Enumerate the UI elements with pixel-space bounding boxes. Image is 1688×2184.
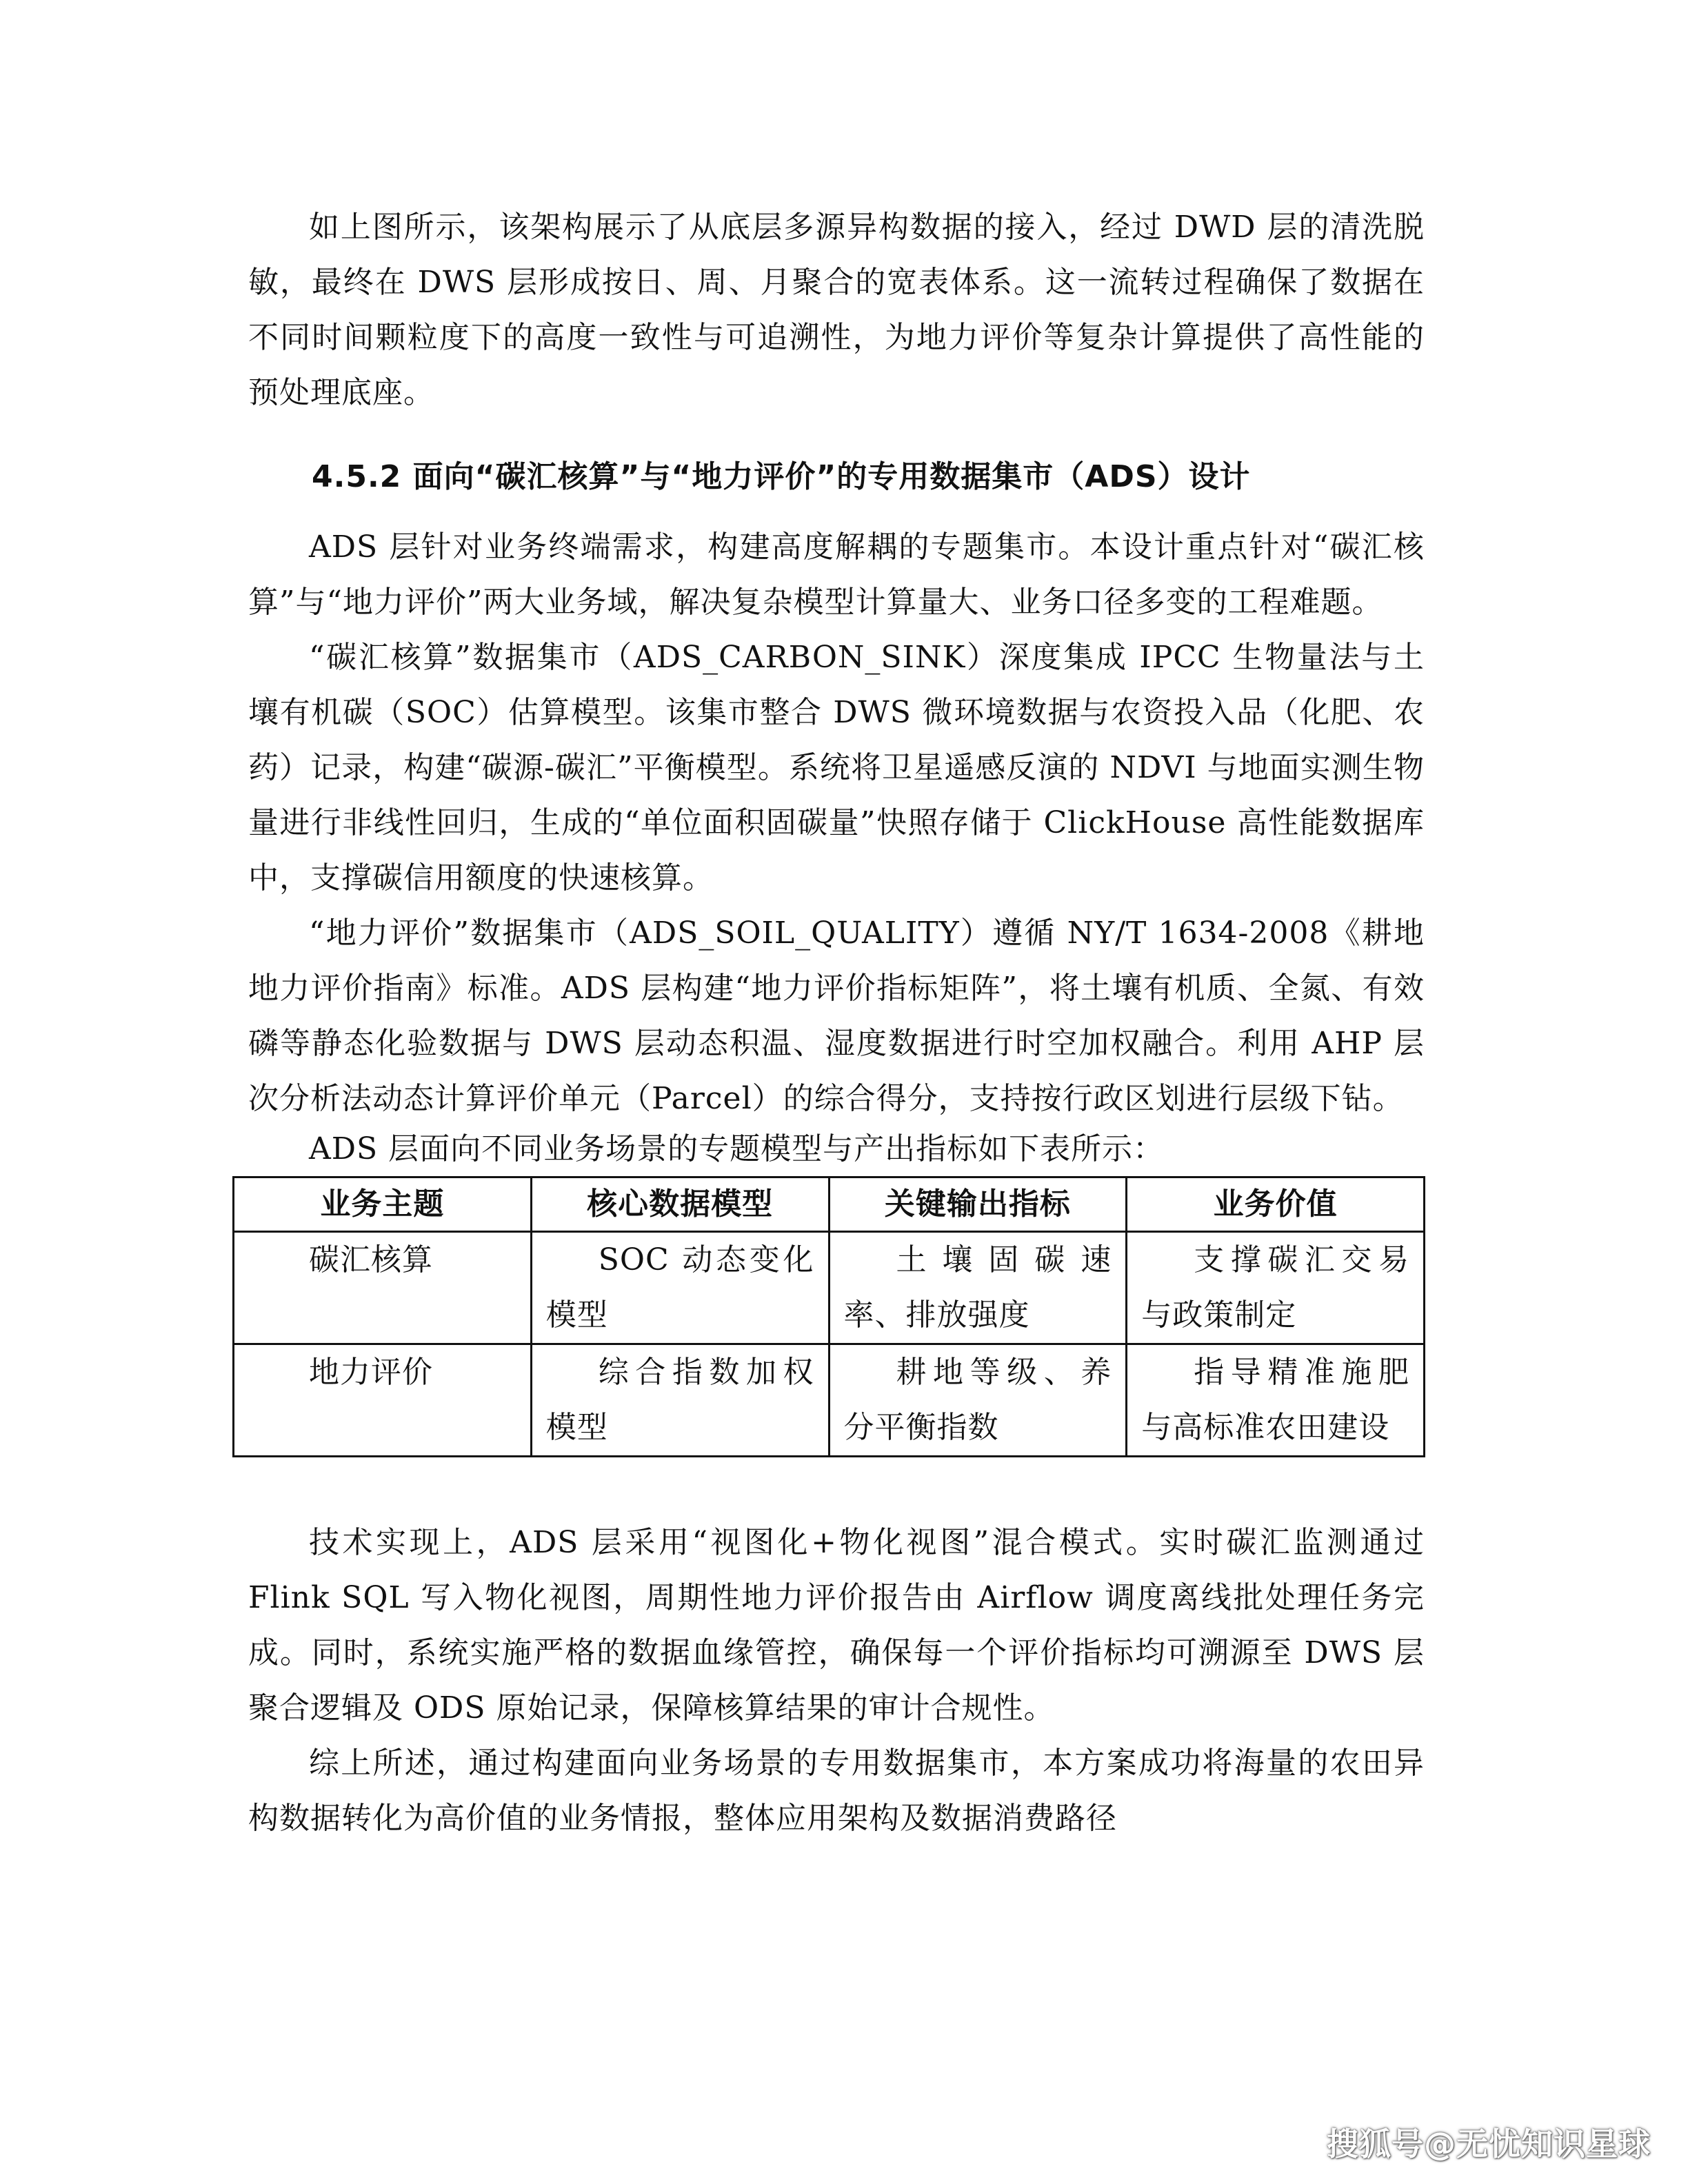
table-header-row	[234, 1177, 1425, 1232]
paragraph-architecture-summary: 如上图所示，该架构展示了从底层多源异构数据的接入，经过 DWD 层的清洗脱敏，最终在 DWS 层形成按日、周、月聚合的宽表体系。这一流转过程确保了数据在不同时间颗粒度下的高度一致性与可追溯性，为地力评价等复杂计算提供了高性能的预处理底座。	[248, 210, 1425, 410]
table-cell: 地力评价	[234, 1344, 532, 1457]
table-row	[234, 1344, 1425, 1457]
table-cell: SOC 动态变化模型	[531, 1232, 829, 1344]
table-cell: 综合指数加权模型	[531, 1344, 829, 1457]
paragraph-ads-intro: ADS 层针对业务终端需求，构建高度解耦的专题集市。本设计重点针对“碳汇核算”与“地力评价”两大业务域，解决复杂模型计算量大、业务口径多变的工程难题。	[248, 529, 1425, 620]
section-heading: 4.5.2 面向“碳汇核算”与“地力评价”的专用数据集市（ADS）设计	[312, 459, 1251, 494]
table-row	[234, 1232, 1425, 1344]
table-cell: 指导精准施肥与高标准农田建设	[1127, 1344, 1425, 1457]
table-cell: 耕地等级、养分平衡指数	[829, 1344, 1127, 1457]
paragraph-carbon-sink: “碳汇核算”数据集市（ADS_CARBON_SINK）深度集成 IPCC 生物量法与土壤有机碳（SOC）估算模型。该集市整合 DWS 微环境数据与农资投入品（化肥、农药）记录，构建“碳源-碳汇”平衡模型。系统将卫星遥感反演的 NDVI 与地面实测生物量进行非线性回归，生成的“单位面积固碳量”快照存储于 ClickHouse 高性能数据库中，支撑碳信用额度的快速核算。	[248, 640, 1425, 896]
table-cell: 支撑碳汇交易与政策制定	[1127, 1232, 1425, 1344]
table-header-cell: 核心数据模型	[531, 1177, 829, 1232]
table-header-cell: 业务价值	[1127, 1177, 1425, 1232]
table-cell: 土壤固碳速率、排放强度	[829, 1232, 1127, 1344]
table-header-cell: 业务主题	[234, 1177, 532, 1232]
table-cell: 碳汇核算	[234, 1232, 532, 1344]
paragraph-soil-quality: “地力评价”数据集市（ADS_SOIL_QUALITY）遵循 NY/T 1634-2008《耕地地力评价指南》标准。ADS 层构建“地力评价指标矩阵”，将土壤有机质、全氮、有效磷等静态化验数据与 DWS 层动态积温、湿度数据进行时空加权融合。利用 AHP 层次分析法动态计算评价单元（Parcel）的综合得分，支持按行政区划进行层级下钻。	[248, 916, 1425, 1116]
table-caption: ADS 层面向不同业务场景的专题模型与产出指标如下表所示：	[309, 1131, 1165, 1166]
document-page	[248, 200, 1425, 1846]
watermark: 搜狐号@无忧知识星球	[1327, 2125, 1651, 2163]
paragraph-technical-implementation: 技术实现上，ADS 层采用“视图化+物化视图”混合模式。实时碳汇监测通过 Flink SQL 写入物化视图，周期性地力评价报告由 Airflow 调度离线批处理任务完成。同时，系统实施严格的数据血缘管控，确保每一个评价指标均可溯源至 DWS 层聚合逻辑及 ODS 原始记录，保障核算结果的审计合规性。	[248, 1525, 1425, 1726]
ads-model-table	[232, 1176, 1425, 1457]
table-header-cell: 关键输出指标	[829, 1177, 1127, 1232]
paragraph-conclusion: 综上所述，通过构建面向业务场景的专用数据集市，本方案成功将海量的农田异构数据转化为高价值的业务情报，整体应用架构及数据消费路径	[248, 1746, 1425, 1836]
